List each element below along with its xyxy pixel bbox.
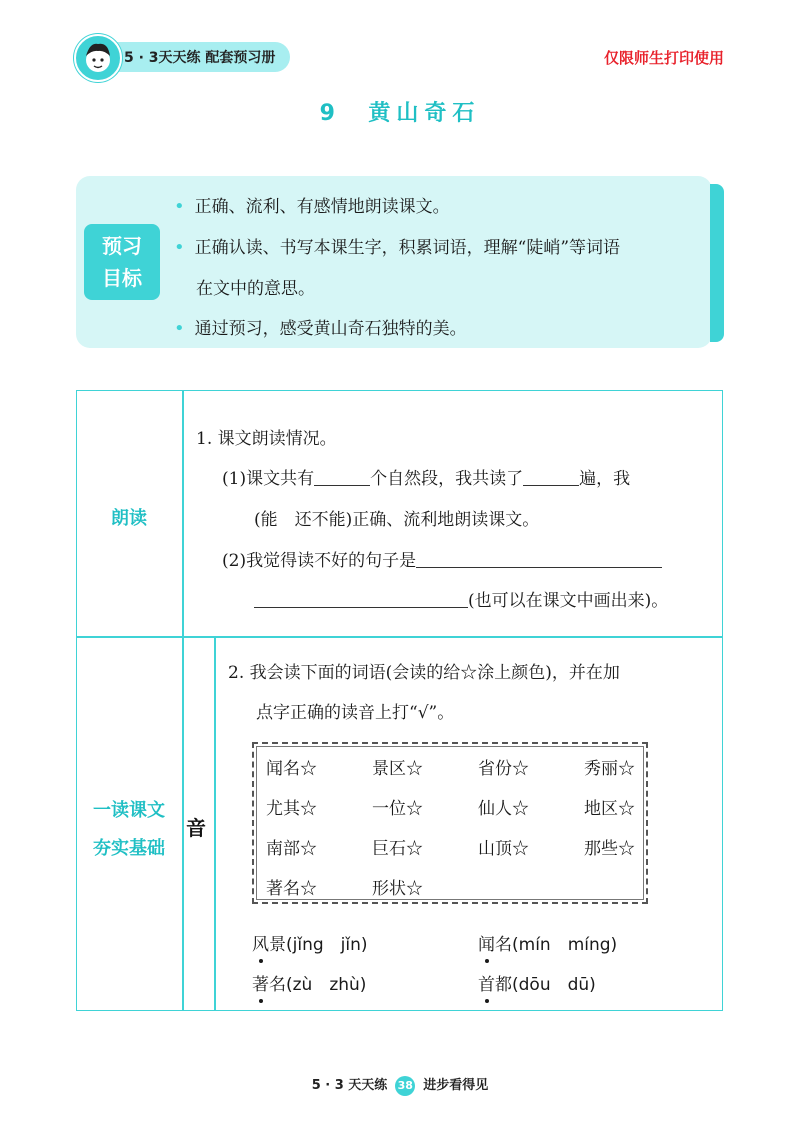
word-item[interactable]: 景区☆ (372, 759, 423, 779)
question-1a-choice[interactable]: (能 还不能)正确、流利地朗读课文。 (254, 510, 540, 530)
page-number: 38 (395, 1076, 415, 1096)
sub-label-pronunciation: 音 (186, 816, 206, 840)
lesson-number: 9 (319, 101, 341, 126)
table-row-divider (76, 636, 723, 638)
footer-right: 进步看得见 (423, 1078, 489, 1093)
pinyin-item[interactable]: 风景(jǐng jǐn) (252, 935, 368, 955)
goal-item-continued: 在文中的意思。 (196, 279, 315, 299)
word-item[interactable]: 地区☆ (584, 799, 635, 819)
print-note: 仅限师生打印使用 (603, 49, 724, 67)
bullet-icon: • (174, 237, 185, 258)
word-item[interactable]: 南部☆ (266, 839, 317, 859)
bullet-icon: • (174, 318, 185, 339)
footer-left: 5 · 3 天天练 (311, 1078, 388, 1093)
question-1-title: 1. 课文朗读情况。 (196, 429, 337, 449)
section-label-basics-2: 夯实基础 (93, 838, 165, 859)
goals-side-bar (710, 184, 724, 342)
book-title: 5 · 3天天练 配套预习册 (124, 50, 276, 66)
lesson-title (0, 96, 800, 127)
word-item[interactable]: 山顶☆ (478, 839, 529, 859)
goals-tag-line1: 预习 (102, 234, 142, 258)
table-subcolumn-divider (214, 636, 216, 1011)
question-1a: (1)课文共有 个自然段，我共读了 遍，我 (222, 469, 631, 489)
read-count-blank[interactable] (523, 467, 579, 486)
word-item[interactable]: 省份☆ (478, 759, 529, 779)
word-item[interactable]: 秀丽☆ (584, 759, 635, 779)
pinyin-item[interactable]: 闻名(mín míng) (478, 935, 618, 955)
word-item[interactable]: 一位☆ (372, 799, 423, 819)
table-column-divider (182, 390, 184, 1011)
difficult-sentence-blank-2[interactable] (254, 589, 468, 608)
question-2-line2: 点字正确的读音上打“√”。 (256, 703, 455, 723)
goals-tag-line2: 目标 (102, 266, 142, 290)
goal-item: • 正确认读、书写本课生字，积累词语，理解“陡峭”等词语 (174, 237, 621, 258)
goal-item: • 正确、流利、有感情地朗读课文。 (174, 196, 450, 217)
question-1b: (2)我觉得读不好的句子是 (222, 546, 662, 571)
page-footer (0, 1074, 800, 1096)
section-label-reading: 朗读 (111, 508, 147, 529)
goal-item: • 通过预习，感受黄山奇石独特的美。 (174, 318, 467, 339)
lesson-name: 黄山奇石 (368, 101, 481, 126)
goals-tag (84, 224, 160, 300)
paragraph-count-blank[interactable] (314, 467, 370, 486)
word-item[interactable]: 巨石☆ (372, 839, 423, 859)
difficult-sentence-blank[interactable] (416, 549, 662, 568)
word-item[interactable]: 著名☆ (266, 879, 317, 899)
question-2-line1: 2. 我会读下面的词语(会读的给☆涂上颜色)，并在加 (228, 663, 620, 683)
question-1b-cont: (也可以在课文中画出来)。 (254, 586, 668, 611)
word-item[interactable]: 仙人☆ (478, 799, 529, 819)
pinyin-item[interactable]: 著名(zù zhù) (252, 975, 367, 995)
word-item[interactable]: 形状☆ (372, 879, 423, 899)
mascot-logo-icon (74, 34, 122, 82)
bullet-icon: • (174, 196, 185, 217)
pinyin-item[interactable]: 首都(dōu dū) (478, 975, 596, 995)
word-item[interactable]: 那些☆ (584, 839, 635, 859)
word-item[interactable]: 闻名☆ (266, 759, 317, 779)
word-item[interactable]: 尤其☆ (266, 799, 317, 819)
section-label-basics-1: 一读课文 (93, 800, 165, 821)
